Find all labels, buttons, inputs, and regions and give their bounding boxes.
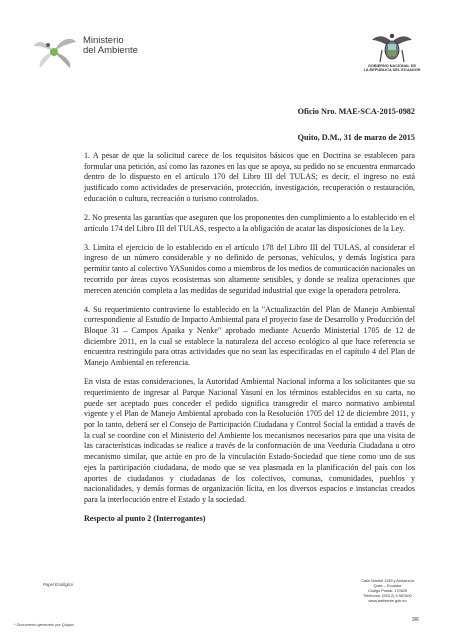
letter-date: Quito, D.M., 31 de marzo de 2015 [297,133,415,142]
government-caption-line2: LA REPÚBLICA DEL ECUADOR [363,68,421,73]
paper-note: Papel Ecológico [43,582,74,587]
address-line-4: Teléfonos: (593 2) 3 987600 [363,593,412,598]
ministry-name-line2: del Ambiente [83,45,138,56]
ministry-address [345,578,430,603]
letter-reference-block [200,107,415,143]
government-caption [350,64,434,73]
paragraph-3: 3. Limita el ejercicio de lo establecido en el artículo 178 del Libro III del TULAS, al considerar el ingreso de un número considerable y no definido de personas, vehículos, y demás logística para permitir tanto al colectivo YASunidos como a miembros de los medios de comunicación nacionales un recorrido por áreas cuyos ecosistemas son altamente sensibles, y donde se realiza operaciones que merecen atención completa a las medidas de seguridad industrial que exige la operadora petrolera. [84,242,415,295]
government-caption-line1: GOBIERNO NACIONAL DE [367,64,417,68]
page-number: 3/6 [412,617,419,623]
address-line-1: Calle Madrid 1159 y Andalucía [361,578,414,583]
ministry-name [83,36,138,56]
generated-note: * Documento generado por Quipux [14,622,75,627]
section-heading: Respecto al punto 2 (Interrogantes) [84,514,206,524]
address-line-3: Código Postal: 170525 [367,588,408,593]
paragraph-4: 4. Su requerimiento contraviene lo establecido en la "Actualización del Plan de Manejo Ambiental correspondiente al Estudio de Impacto Ambiental para el proyecto fase de Desarrollo y Producción del Bloque 31 – Campos Apaika y Nenke" aprobado mediante Acuerdo Ministerial 1705 de 12 de diciembre 2011, en la cual se establece la naturaleza del acceso ecológico al que hace referencia se encuentra restringido para otras actividades que no sean las especificadas en el capítulo 4 del Plan de Manejo Ambiental en referencia. [84,304,415,368]
letter-reference: Oficio Nro. MAE-SCA-2015-0982 [297,107,415,116]
paragraph-1: 1. A pesar de que la solicitud carece de los requisitos básicos que en Doctrina se establecen para formular una petición, así como las razones en las que se apoya, su pedido no se encuentra enmarcado dentro de lo dispuesto en el artículo 170 del Libro III del TULAS; es decir, el ingreso no está justificado como actividades de preservación, protección, investigación, recuperación o restauración, educación o cultura, recreación o turismo controlados. [84,151,415,203]
letter-body [84,151,415,533]
paragraph-2: 2. No presenta las garantías que aseguren que los proponentes den cumplimiento a lo establecido en el artículo 174 del Libro III del TULAS, respecto a la obligación de acatar las disposiciones de la Ley. [84,212,415,233]
address-line-5: www.ambiente.gob.ec [368,598,407,603]
coat-of-arms-icon [368,30,416,64]
address-line-2: Quito – Ecuador [373,583,402,588]
paragraph-conclusion: En vista de estas consideraciones, la Autoridad Ambiental Nacional informa a los solicitantes que su requerimiento de ingresar al Parque Nacional Yasuní en los términos establecidos en su carta, no puede ser aceptado pues conceder el pedido significa transgredir el marco normativo ambiental vigente y el Plan de Manejo Ambiental aprobado con la Resolución 1705 del 12 de diciembre 2011, y por lo tanto, deberá ser el Consejo de Participación Ciudadana y Control Social la entidad a través de la cual se coordine con el Ministerio del Ambiente los mecanismos necesarios para que una visita de las características indicadas se realice a través de la conformación de una Veeduría Ciudadana u otro mecanismo similar, que actúe en pro de la vinculación Estado-Sociedad que tiene como uno de sus ejes la participación ciudadana, de modo que se vea plasmada en la planificación del país con los aportes de ciudadanos y ciudadanas de los colectivos, comunas, comunidades, pueblos y nacionalidades, y demás formas de organización lícita, en los diversos espacios e instancias creados para la interlocución entre el Estado y la sociedad. [84,377,415,504]
ministry-name-line1: Ministerio [83,35,124,46]
